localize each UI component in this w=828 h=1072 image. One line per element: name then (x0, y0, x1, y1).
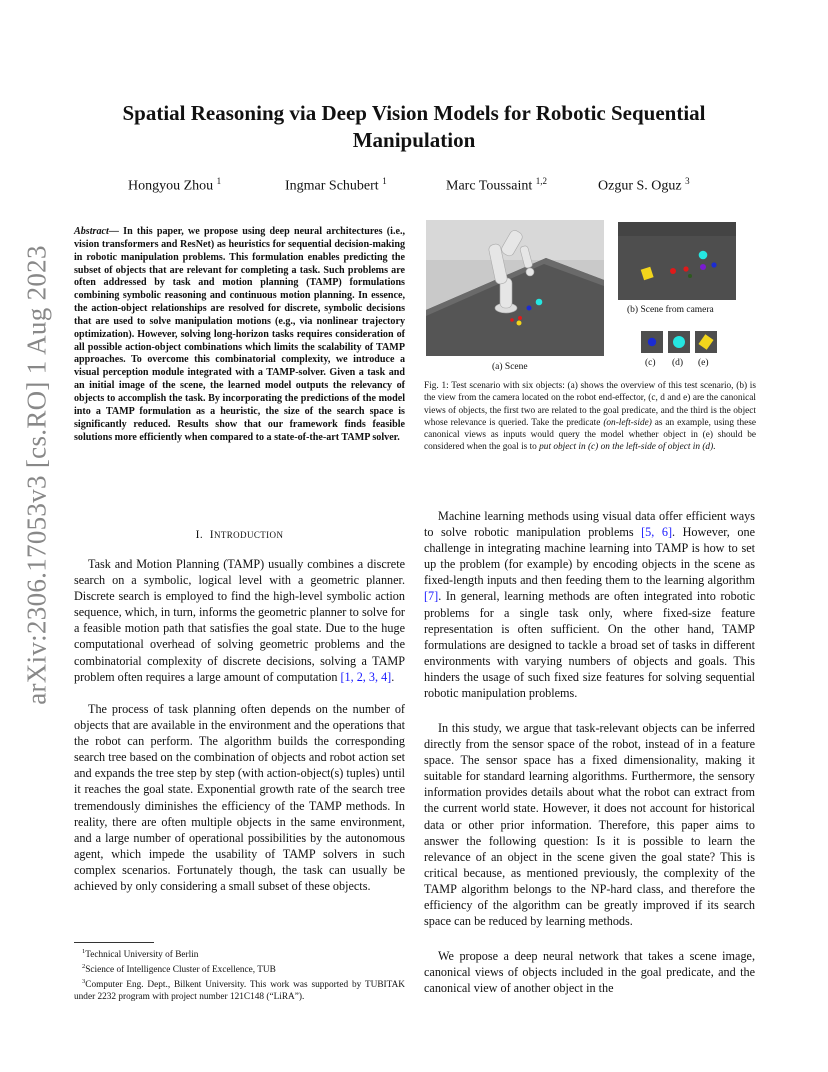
figure-canonical-view-d (668, 331, 690, 353)
figure-canonical-view-c (641, 331, 663, 353)
author-2: Ingmar Schubert $^1$ (285, 176, 387, 194)
figure-camera-view-image (618, 222, 736, 300)
footnote-2: $^2$Science of Intelligence Cluster of Excellence, TUB (82, 963, 276, 976)
citation-link[interactable]: [1, 2, 3, 4] (340, 669, 392, 684)
abstract: Abstract— In this paper, we propose using deep neural architectures (i.e., vision transformers and ResNet) as heuristics for sequential decision-making in robotic manipulation problems. This formulation enables predicting the subset of objects that are relevant for completing a task. Such problems are often addressed by task and motion planning (TAMP) formulations combining symbolic reasoning and continuous motion planning. In essence, the action-object relationships are resolved for discrete, symbolic decisions that are used to solve manipulation motions (e.g., via nonlinear trajectory optimization). However, solving long-horizon tasks requires consideration of all possible action-object combinations which limits the scalability of TAMP approaches. To overcome this combinatorial complexity, we introduce a visual perception module integrated with a TAMP-solver. Given a task and an initial image of the scene, the learned model outputs the relevancy of objects to accomplish the task. By incorporating the predictions of the model into a TAMP formulation as a heuristic, the size of the search space is significantly reduced. Results show that our framework finds feasible solutions more efficiently when compared to a state-of-the-art TAMP solver. (74, 226, 406, 443)
subfigure-label-e: (e) (698, 358, 709, 368)
subfigure-label-d: (d) (672, 358, 684, 368)
author-4: Ozgur S. Oguz $^3$ (598, 176, 690, 194)
right-paragraph-2: In this study, we argue that task-relevant objects can be inferred directly from the sensor space of the robot, instead of in a feature space. The sensor space has a fixed dimensionality, making it suitable for standard learning algorithms. Furthermore, the sensory information provides details about what the robot can extract from the current world state. However, it does not account for historical data or other prior information. Therefore, this paper aims to answer the following question: Is it is possible to learn the relevance of an object in the scene given the goal state? This is critical because, as mentioned previously, the complexity of the TAMP algorithm belongs to the NP-hard class, and therefore the efficiency of the algorithm can be greatly improved if its search space can be reduced by learning methods. (424, 721, 755, 929)
footnotes (74, 946, 405, 1003)
author-3: Marc Toussaint $^{1,2}$ (446, 176, 547, 194)
footnote-rule (74, 942, 154, 943)
abstract-label: Abstract (74, 226, 109, 237)
footnote-3: $^3$Computer Eng. Dept., Bilkent University. This work was supported by TUBITAK under 2232 program with project number 121C148 (“LiRA”). (74, 978, 405, 1003)
subfigure-label-a: (a) Scene (492, 362, 528, 372)
figure-scene-image (426, 220, 604, 356)
section-heading-introduction: I. INTRODUCTION (195, 529, 284, 541)
subfigure-label-c: (c) (645, 358, 656, 368)
author-1: Hongyou Zhou $^1$ (128, 176, 222, 194)
abstract-text: In this paper, we propose using deep neural architectures (i.e., vision transformers and ResNet) as heuristics for sequential decision-making in robotic manipulation problems. This formulation enables predicting the subset of objects that are relevant for completing a task. Such problems are often addressed by task and motion planning (TAMP) formulations combining symbolic reasoning and continuous motion planning. In essence, the action-object relationships are resolved for discrete, symbolic decisions that are used to solve manipulation motions (e.g., via nonlinear trajectory optimization). However, solving long-horizon tasks requires consideration of all possible action-object combinations which limits the scalability of TAMP approaches. To overcome this combinatorial complexity, we introduce a visual perception module integrated with a TAMP-solver. Given a task and an initial image of the scene, the learned model outputs the relevancy of objects to accomplish the task. By incorporating the predictions of the model into a TAMP formulation as a heuristic, the size of the search space is significantly reduced. Results show that our framework finds feasible solutions more efficiently when compared to a state-of-the-art TAMP solver. (74, 226, 406, 443)
figure-caption: Fig. 1: Test scenario with six objects: (a) shows the overview of this test scenario, (b) is the view from the camera located on the robot end-effector, (c, d and e) are the canonical views of objects, the first two are related to the goal predicate, and the third is the object whose relevance is queried. Take the predicate (on-left-side) as an example, using these canonical views as inputs would query the model whether object in (e) should be considered when the goal is to put object in (c) on the left-side of object in (d). (424, 381, 756, 453)
arxiv-stamp: arXiv:2306.17053v3 [cs.RO] 1 Aug 2023 (21, 245, 52, 705)
left-paragraph-2: The process of task planning often depends on the number of objects that are available in the environment and the operations that the robot can perform. The algorithm builds the corresponding search tree based on the combination of objects and robot action set and expands the tree step by step (with action-object(s) tuples) until it reaches the goal state. Exponential growth rate of the search tree tremendously diminishes the efficiency of the TAMP methods. In reality, there are often multiple objects in the same environment, and a large number of operational possibilities by the autonomous agent, which impede the usability of TAMP solvers in such complex scenarios. Fortunately though, the task can usually be achieved by only considering a small subset of these objects. (74, 702, 405, 894)
footnote-1: $^1$Technical University of Berlin (82, 948, 199, 961)
right-paragraph-1: Machine learning methods using visual data offer efficient ways to solve robotic manipulation problems [5, 6]. However, one challenge in integrating machine learning into TAMP is how to set up the problem (for example) by encoding objects in the scene as fixed-length inputs and then feeding them to the learning algorithm [7]. In general, learning methods are often integrated into robotic problems for a single task only, where fixed-size feature representation is often sufficient. On the other hand, TAMP formulations are designed to tackle a broad set of tasks in different environments with varying numbers of objects and goals. This hinders the usage of such fixed size features for solving sequential robotic manipulation problems. (424, 509, 755, 701)
subfigure-label-b: (b) Scene from camera (627, 305, 714, 315)
figure-canonical-view-e (695, 331, 717, 353)
citation-link[interactable]: [7] (424, 589, 439, 604)
citation-link[interactable]: [5, 6] (641, 525, 673, 540)
paper-title: Spatial Reasoning via Deep Vision Models for Robotic Sequential Manipulation (122, 101, 706, 152)
left-paragraph-1: Task and Motion Planning (TAMP) usually combines a discrete search on a symbolic, logical level with a geometric planner. Discrete search is employed to find the high-level symbolic action sequence, which, in turn, informs the geometric planner to solve for a feasible motion path that satisfies the goal state. Due to the huge computational overhead of solving geometric problems and the combinatorial complexity of discrete decisions, solving a TAMP problem often requires a large amount of computation [1, 2, 3, 4]. (74, 557, 405, 684)
right-paragraph-3: We propose a deep neural network that takes a scene image, canonical views of objects included in the goal predicate, and the canonical view of another object in the (424, 949, 755, 996)
